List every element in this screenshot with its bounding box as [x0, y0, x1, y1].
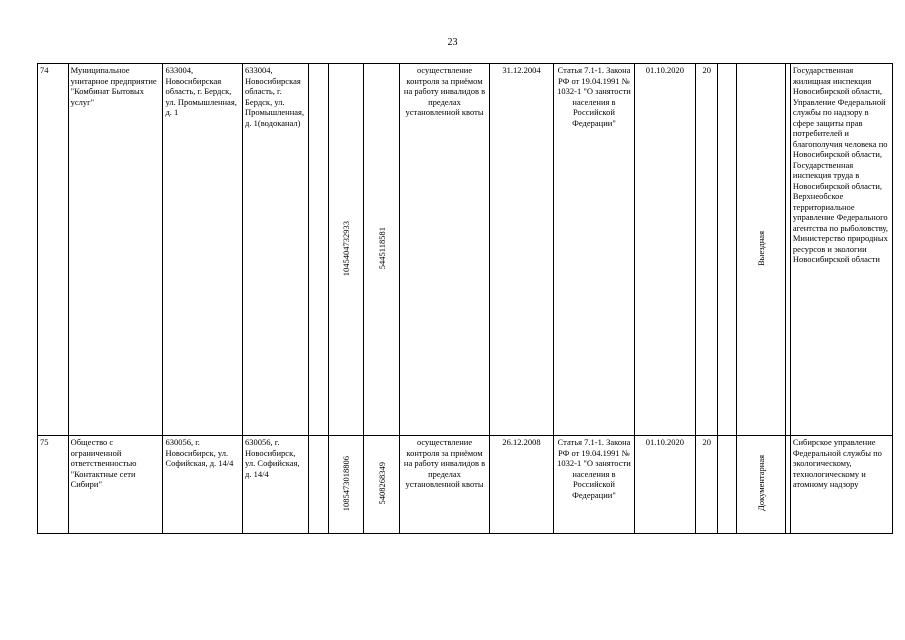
page-number: 23 — [447, 37, 458, 48]
empty-cell — [718, 436, 736, 534]
empty-cell — [309, 436, 328, 534]
joint-control-bodies: Государственная жилищная инспекция Новосибирской области, Управление Федеральной службы по надзору в сфере защиты прав потребителей и благополучия человека по Новосибирской области, Государственная инспекция труда в Новосибирской области, Верхнеобское территориальное управление Федерального агентства по рыболовству, Министерство природных ресурсов и экологии Новосибирской области — [790, 64, 892, 436]
ogrn-cell — [328, 436, 364, 534]
table-row — [38, 436, 893, 534]
inspection-form-cell — [736, 64, 785, 436]
inspection-purpose: осуществление контроля за приёмом на работу инвалидов в пределах установленной квоты — [400, 436, 490, 534]
legal-basis: Статья 7.1-1. Закона РФ от 19.04.1991 № 1032-1 "О занятости населения в Российской Федерации" — [554, 436, 635, 534]
registration-date: 26.12.2008 — [489, 436, 553, 534]
row-number: 75 — [38, 436, 69, 534]
legal-address: 630056, г. Новосибирск, ул. Софийская, д. 14/4 — [163, 436, 243, 534]
inspection-form: Выездная — [755, 230, 766, 266]
start-date: 01.10.2020 — [634, 436, 695, 534]
actual-address: 633004, Новосибирская область, г. Бердск, ул. Промышленная, д. 1(водоканал) — [243, 64, 309, 436]
inspection-purpose: осуществление контроля за приёмом на работу инвалидов в пределах установленной квоты — [400, 64, 490, 436]
duration-days: 20 — [695, 436, 717, 534]
legal-basis: Статья 7.1-1. Закона РФ от 19.04.1991 № 1032-1 "О занятости населения в Российской Федерации" — [554, 64, 635, 436]
empty-cell — [309, 64, 328, 436]
legal-address: 633004, Новосибирская область, г. Бердск, ул. Промышленная, д. 1 — [163, 64, 243, 436]
empty-cell — [718, 64, 736, 436]
joint-control-bodies: Сибирское управление Федеральной службы по экологическому, технологическому и атомному надзору — [790, 436, 892, 534]
row-number: 74 — [38, 64, 69, 436]
registration-date: 31.12.2004 — [489, 64, 553, 436]
table-row — [38, 64, 893, 436]
organization-name: Общество с ограниченной ответственностью "Контактные сети Сибири" — [68, 436, 163, 534]
inn: 5408268349 — [376, 462, 387, 505]
inspection-form-cell — [736, 436, 785, 534]
organization-name: Муниципальное унитарное предприятие "Комбинат Бытовых услуг" — [68, 64, 163, 436]
inn-cell — [364, 64, 400, 436]
ogrn-cell — [328, 64, 364, 436]
inn-cell — [364, 436, 400, 534]
ogrn: 1085473018806 — [340, 455, 351, 511]
duration-days: 20 — [695, 64, 717, 436]
inn: 5445118581 — [376, 227, 387, 270]
start-date: 01.10.2020 — [634, 64, 695, 436]
ogrn: 1045404732933 — [340, 220, 351, 276]
inspection-plan-table — [37, 63, 893, 534]
inspection-form: Документарная — [755, 455, 766, 512]
actual-address: 630056, г. Новосибирск, ул. Софийская, д. 14/4 — [243, 436, 309, 534]
